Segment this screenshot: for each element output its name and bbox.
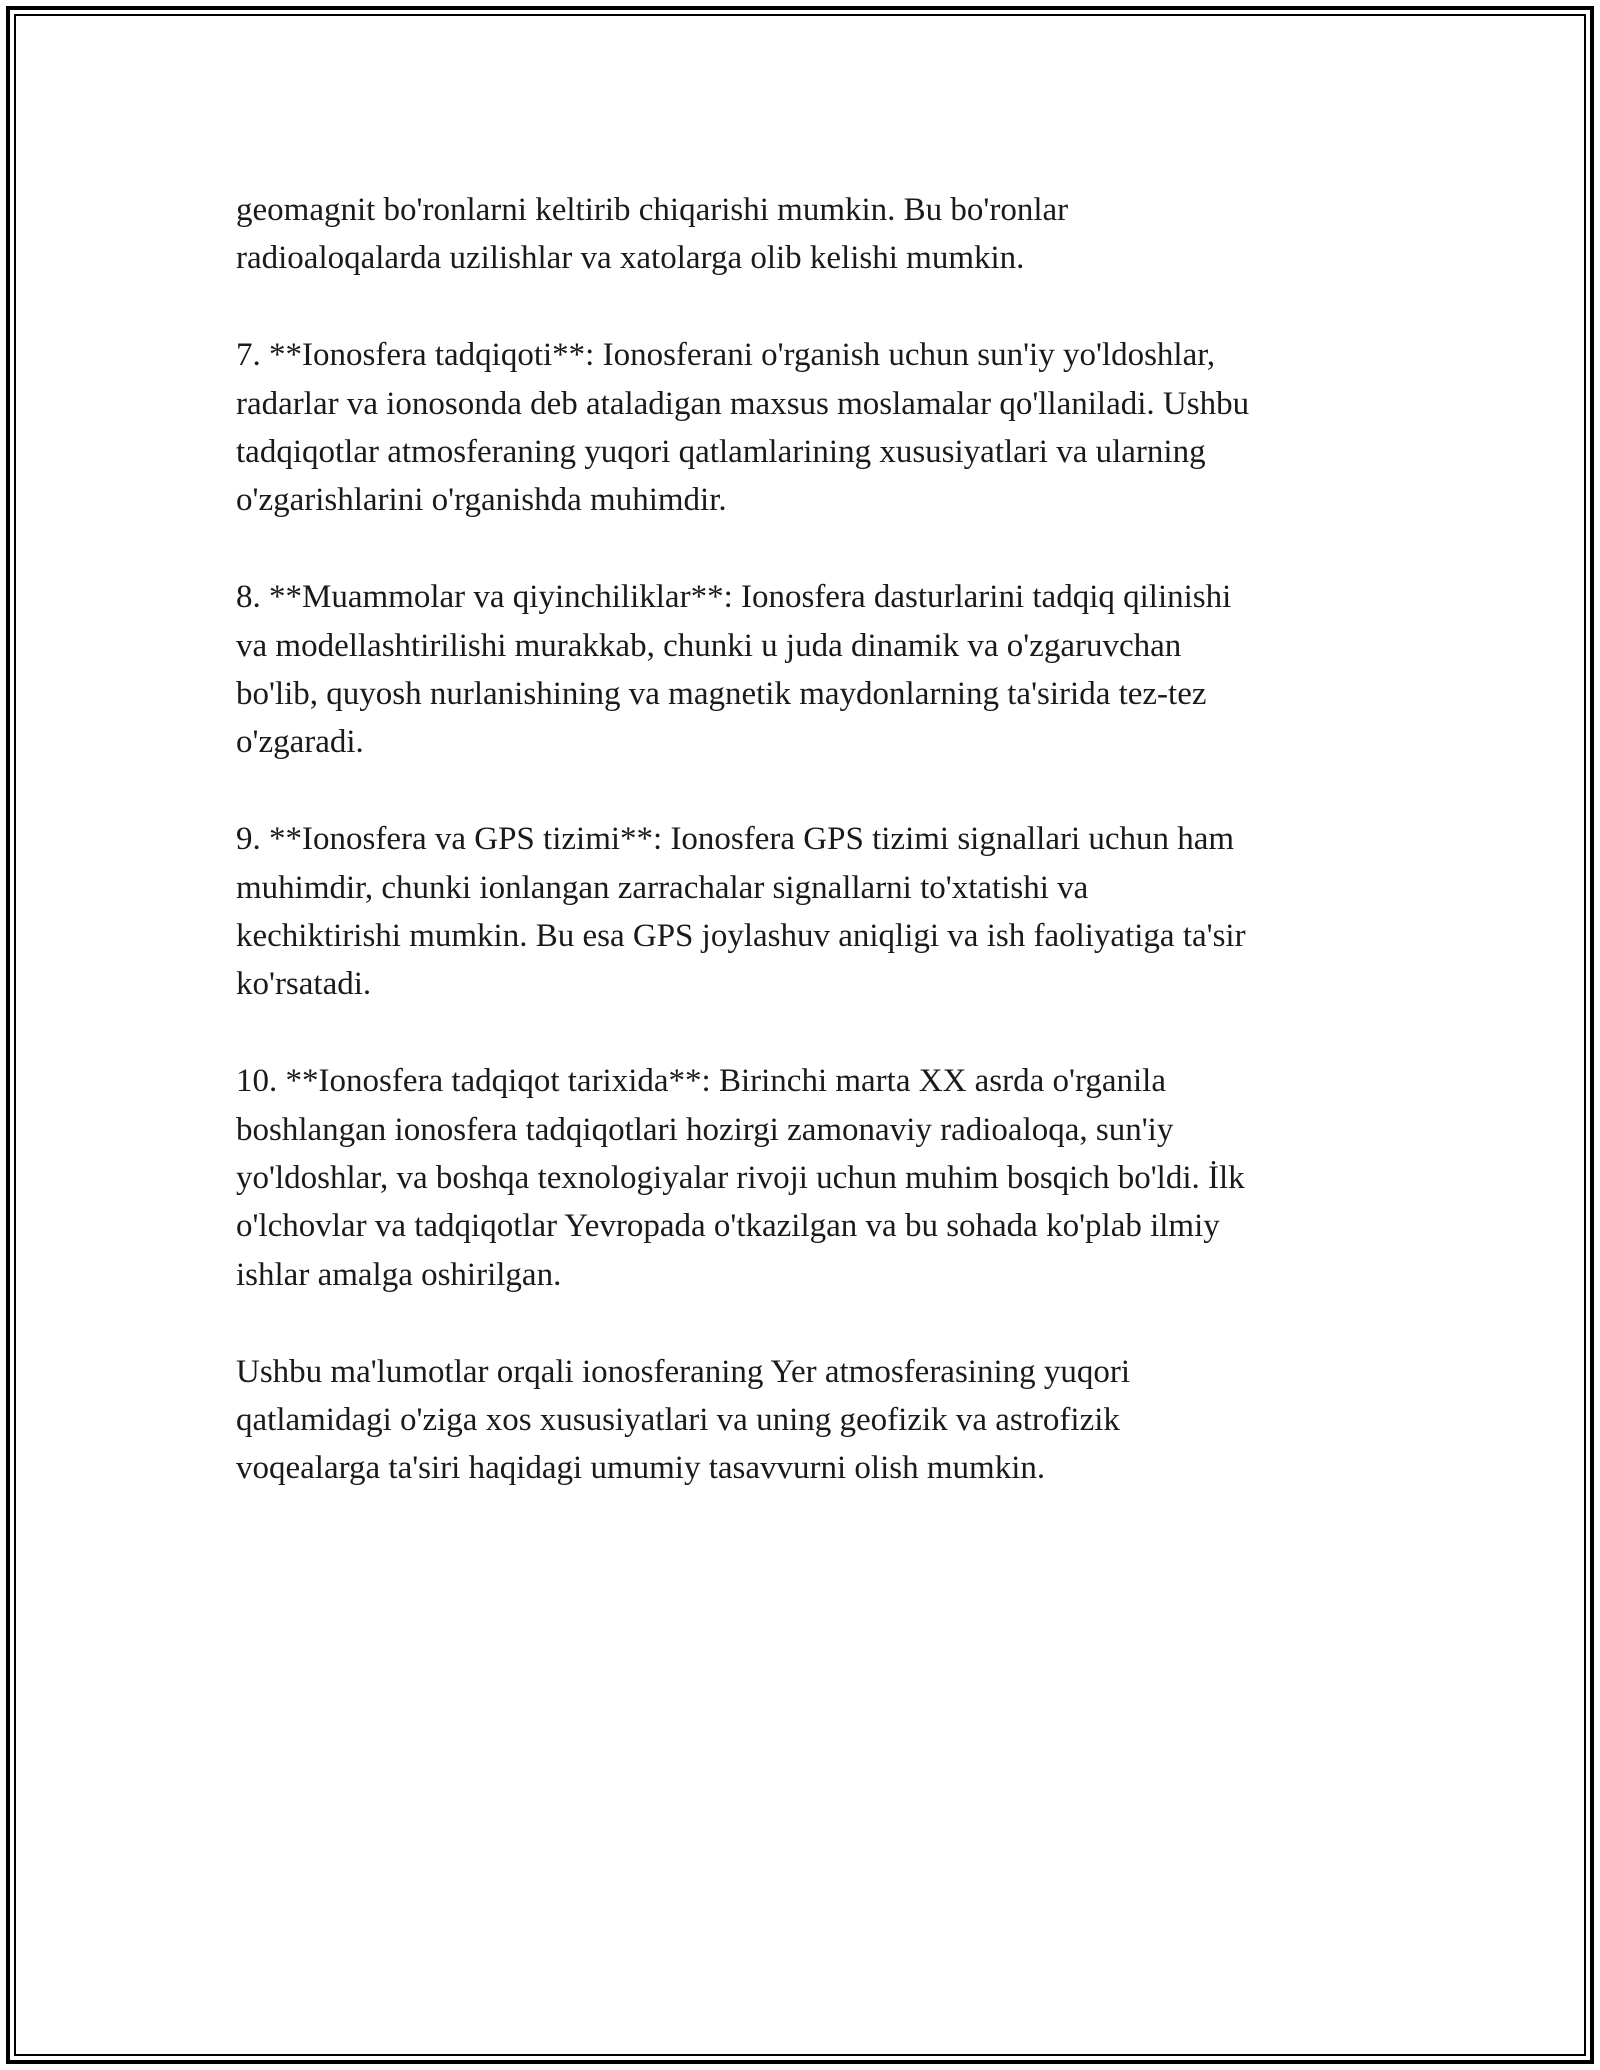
document-body xyxy=(236,186,1376,1541)
paragraph-problems-challenges: 8. **Muammolar va qiyinchiliklar**: Ionosfera dasturlarini tadqiq qilinishi va modellashtirilishi murakkab, chunki u juda dinamik va o'zgaruvchan bo'lib, quyosh nurlanishining va magnetik maydonlarning ta'sirida tez-tez o'zgaradi. xyxy=(236,579,1232,761)
paragraph-ionosphere-research: 7. **Ionosfera tadqiqoti**: Ionosferani o'rganish uchun sun'iy yo'ldoshlar, radarlar va ionosonda deb ataladigan maxsus moslamalar qo'llaniladi. Ushbu tadqiqotlar atmosferaning yuqori qatlamlarining xususiyatlari va ularning o'zgarishlarini o'rganishda muhimdir. xyxy=(236,337,1250,519)
paragraph-geomagnetic-storms: geomagnit bo'ronlarni keltirib chiqarishi mumkin. Bu bo'ronlar radioaloqalarda uzilishlar va xatolarga olib kelishi mumkin. xyxy=(236,192,1069,277)
paragraph-ionosphere-gps: 9. **Ionosfera va GPS tizimi**: Ionosfera GPS tizimi signallari uchun ham muhimdir, chunki ionlangan zarrachalar signallarni to'xtatishi va kechiktirishi mumkin. Bu esa GPS joylashuv aniqligi va ish faoliyatiga ta'sir ko'rsatadi. xyxy=(236,821,1246,1003)
paragraph-conclusion: Ushbu ma'lumotlar orqali ionosferaning Yer atmosferasining yuqori qatlamidagi o'ziga xos xususiyatlari va uning geofizik va astrofizik voqealarga ta'siri haqidagi umumiy tasavvurni olish mumkin. xyxy=(236,1353,1131,1487)
paragraph-research-history: 10. **Ionosfera tadqiqot tarixida**: Birinchi marta XX asrda o'rganila boshlangan ionosfera tadqiqotlari hozirgi zamonaviy radioaloqa, sun'iy yo'ldoshlar, va boshqa texnologiyalar rivoji uchun muhim bosqich bo'ldi. İlk o'lchovlar va tadqiqotlar Yevropada o'tkazilgan va bu sohada ko'plab ilmiy ishlar amalga oshirilgan. xyxy=(236,1063,1245,1293)
